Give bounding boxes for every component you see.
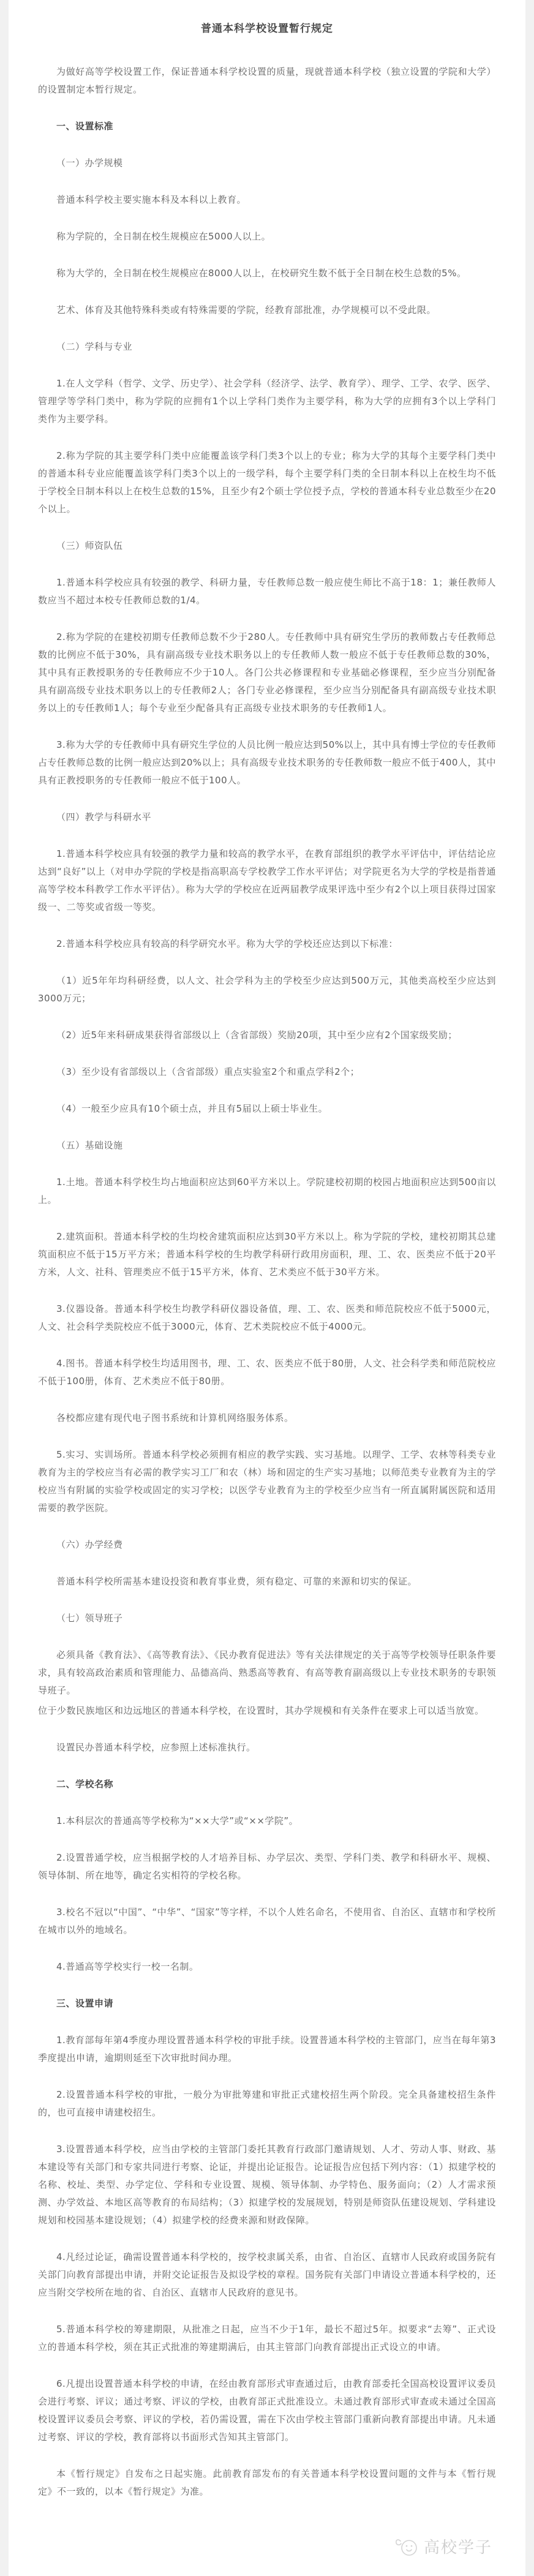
paragraph: 称为学院的，全日制在校生规模应在5000人以上。 (56, 231, 271, 242)
paragraph: （六）办学经费 (56, 1539, 123, 1550)
paragraph: 2.设置普通本科学校的审批，一般分为审批筹建和审批正式建校招生两个阶段。完全具备建校招生条件的，也可直接申请建校招生。 (38, 2089, 496, 2118)
section-heading: 三、设置申请 (56, 1998, 114, 2009)
paragraph: （五）基础设施 (56, 1140, 123, 1151)
paragraph: （1）近5年年均科研经费，以人文、社会学科为主的学校至少应达到500万元，其他类高校至少应达到3000万元； (38, 975, 496, 1004)
section-heading: 一、设置标准 (56, 121, 114, 132)
paragraph: （七）领导班子 (56, 1613, 123, 1624)
paragraph: 2.设置普通学校，应当根据学校的人才培养目标、办学层次、类型、学科门类、教学和科研水平、规模、领导体制、所在地等，确定名实相符的学校名称。 (38, 1852, 496, 1881)
paragraph: 1.普通本科学校应具有较强的教学、科研力量，专任教师总数一般应使生师比不高于18：1；兼任教师人数应当不超过本校专任教师总数的1/4。 (38, 577, 496, 606)
paragraph: 1.本科层次的普通高等学校称为“××大学”或“××学院”。 (56, 1815, 299, 1826)
document-page (9, 0, 525, 2576)
paragraph: 4.图书。普通本科学校生均适用图书，理、工、农、医类应不低于80册，人文、社会科学类和师范院校应不低于100册，体育、艺术类应不低于80册。 (38, 1358, 496, 1387)
paragraph: 必须具备《教育法》、《高等教育法》、《民办教育促进法》等有关法律规定的关于高等学校领导任职条件要求，具有较高政治素质和管理能力、品德高尚、熟悉高等教育、有高等教育副高级以上专业技术职务的专职领导班子。 (38, 1649, 496, 1696)
watermark-label: 高校学子 (423, 2539, 492, 2557)
paragraph: 3.校名不冠以“中国”、“中华”、“国家”等字样，不以个人姓名命名，不使用省、自治区、直辖市和学校所在城市以外的地域名。 (38, 1907, 496, 1935)
paragraph: 2.称为学院的在建校初期专任教师总数不少于280人。专任教师中具有研究生学历的教师数占专任教师总数的比例应不低于30%，具有副高级专业技术职务以上的专任教师人数一般应不低于专任教师总数的30%，其中具有正教授职务的专任教师应不少于10人。各门公共必修课程和专业基础必修课程，至少应当分别配备具有副高级专业技术职务以上的专任教师2人；各门专业必修课程，至少应当分别配备具有副高级专业技术职务以上的专任教师1人；每个专业至少配备具有正高级专业技术职务的专任教师1人。 (38, 631, 496, 714)
paragraph: （四）教学与科研水平 (56, 812, 152, 823)
paragraph: （4）一般至少应具有10个硕士点，并且有5届以上硕士毕业生。 (56, 1103, 328, 1114)
paragraph: 4.普通高等学校实行一校一名制。 (56, 1961, 199, 1972)
mascot-face-icon (394, 2536, 419, 2557)
paragraph: 2.普通本科学校应具有较高的科学研究水平。称为大学的学校还应达到以下标准： (56, 938, 398, 949)
paragraph: 1.普通本科学校应具有较强的教学力量和较高的教学水平，在教育部组织的教学水平评估中，评估结论应达到“良好”以上（对申办学院的学校是指高职高专学校教学工作水平评估；对学院更名为大学的学校是指普通高等学校本科教学工作水平评估）。称为大学的学校应在近两届教学成果评选中至少有2个以上项目获得过国家级一、二等奖或省级一等奖。 (38, 848, 496, 913)
paragraph: 本《暂行规定》自发布之日起实施。此前教育部发布的有关普通本科学校设置问题的文件与本《暂行规定》不一致的，以本《暂行规定》为准。 (38, 2468, 496, 2497)
paragraph: （一）办学规模 (56, 157, 123, 168)
paragraph: 1.土地。普通本科学校生均占地面积应达到60平方米以上。学院建校初期的校园占地面积应达到500亩以上。 (38, 1177, 496, 1205)
document-body (38, 63, 496, 2501)
paragraph: 5.实习、实训场所。普通本科学校必须拥有相应的教学实践、实习基地。以理学、工学、农林等科类专业教育为主的学校应当有必需的教学实习工厂和农（林）场和固定的生产实习基地；以师范类专业教育为主的学校应当有附属的实验学校或固定的实习学校；以医学专业教育为主的学校至少应当有一所直属附属医院和适用需要的教学医院。 (38, 1449, 496, 1513)
section-heading: 二、学校名称 (56, 1779, 114, 1790)
paragraph: 1.教育部每年第4季度办理设置普通本科学校的审批手续。设置普通本科学校的主管部门，应当在每年第3季度提出申请，逾期则延至下次审批时间办理。 (38, 2035, 496, 2063)
paragraph: （2）近5年来科研成果获得省部级以上（含省部级）奖励20项，其中至少应有2个国家级奖励； (56, 1030, 457, 1041)
paragraph: 1.在人文学科（哲学、文学、历史学）、社会学科（经济学、法学、教育学）、理学、工学、农学、医学、管理学等学科门类中，称为学院的应拥有1个以上学科门类作为主要学科，称为大学的应拥有3个以上学科门类作为主要学科。 (38, 378, 496, 424)
document-title: 普通本科学校设置暂行规定 (201, 23, 333, 35)
paragraph: 艺术、体育及其他特殊科类或有特殊需要的学院，经教育部批准，办学规模可以不受此限。 (56, 304, 437, 315)
paragraph: 5.普通本科学校的筹建期限，从批准之日起，应当不少于1年，最长不超过5年。拟要求“去筹”、正式设立的普通本科学校，须在其正式批准的筹建期满后，由其主管部门向教育部提出正式设立的申请。 (38, 2324, 496, 2352)
paragraph: 为做好高等学校设置工作，保证普通本科学校设置的质量，现就普通本科学校（独立设置的学院和大学）的设置制定本暂行规定。 (38, 66, 496, 95)
paragraph: 普通本科学校主要实施本科及本科以上教育。 (56, 194, 247, 205)
paragraph: 2.建筑面积。普通本科学校的生均校舍建筑面积应达到30平方米以上。称为学院的学校，建校初期其总建筑面积应不低于15万平方米；普通本科学校的生均教学科研行政用房面积，理、工、农、医类应不低于20平方米，人文、社科、管理类应不低于15平方米，体育、艺术类应不低于30平方米。 (38, 1231, 496, 1278)
paragraph: 6.凡提出设置普通本科学校的申请，在经由教育部形式审查通过后，由教育部委托全国高校设置评议委员会进行考察、评议；通过考察、评议的学校，由教育部正式批准设立。未通过教育部形式审查或未通过全国高校设置评议委员会考察、评议的学校，若仍需设置，需在下次由学校主管部门重新向教育部提出申请。凡未通过考察、评议的学校，教育部将以书面形式告知其主管部门。 (38, 2378, 496, 2442)
paragraph: 3.设置普通本科学校，应当由学校的主管部门委托其教育行政部门邀请规划、人才、劳动人事、财政、基本建设等有关部门和专家共同进行考察、论证，并提出论证报告。论证报告应包括下列内容：（1）拟建学校的名称、校址、类型、办学定位、学科和专业设置、规模、领导体制、办学特色、服务面向；（2）人才需求预测、办学效益、本地区高等教育的布局结构；（3）拟建学校的发展规划，特别是师资队伍建设规划、学科建设规划和校园基本建设规划；（4）拟建学校的经费来源和财政保障。 (38, 2144, 496, 2226)
paragraph: 位于少数民族地区和边远地区的普通本科学校，在设置时，其办学规模和有关条件在要求上可以适当放宽。 (38, 1705, 484, 1716)
watermark (38, 2535, 496, 2558)
paragraph: 称为大学的，全日制在校生规模应在8000人以上，在校研究生数不低于全日制在校生总数的5%。 (56, 268, 467, 279)
paragraph: 3.称为大学的专任教师中具有研究生学位的人员比例一般应达到50%以上，其中具有博士学位的专任教师占专任教师总数的比例一般应达到20%以上；具有高级专业技术职务的专任教师数一般应不低于400人，其中具有正教授职务的专任教师一般应不低于100人。 (38, 739, 496, 786)
paragraph: 3.仪器设备。普通本科学校生均教学科研仪器设备值，理、工、农、医类和师范院校应不低于5000元，人文、社会科学类院校应不低于3000元，体育、艺术类院校应不低于4000元。 (38, 1303, 496, 1332)
paragraph: 普通本科学校所需基本建设投资和教育事业费，须有稳定、可靠的来源和切实的保证。 (56, 1576, 418, 1587)
paragraph: （二）学科与专业 (56, 341, 133, 352)
paragraph: （3）至少设有省部级以上（含省部级）重点实验室2个和重点学科2个； (56, 1066, 360, 1077)
paragraph: 各校都应建有现代电子图书系统和计算机网络服务体系。 (56, 1412, 294, 1423)
paragraph: 设置民办普通本科学校，应参照上述标准执行。 (56, 1742, 256, 1753)
paragraph: 4.凡经过论证，确需设置普通本科学校的，按学校隶属关系，由省、自治区、直辖市人民政府或国务院有关部门向教育部提出申请，并附交论证报告及拟设学校的章程。国务院有关部门申请设立普通本科学校的，还应当附交学校所在地的省、自治区、直辖市人民政府的意见书。 (38, 2251, 496, 2298)
paragraph: （三）师资队伍 (56, 540, 123, 551)
paragraph: 2.称为学院的其主要学科门类中应能覆盖该学科门类3个以上的专业；称为大学的其每个主要学科门类中的普通本科专业应能覆盖该学科门类3个以上的一级学科，每个主要学科门类的全日制本科以上在校生均不低于学校全日制本科以上在校生总数的15%，且至少有2个硕士学位授予点，学校的普通本科专业总数至少在20个以上。 (38, 450, 496, 514)
